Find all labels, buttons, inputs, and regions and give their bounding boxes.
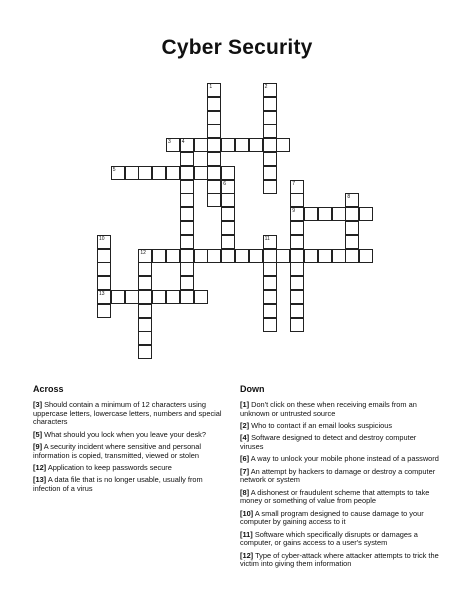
grid-cell[interactable] (152, 290, 166, 304)
grid-cell[interactable] (263, 124, 277, 138)
clue-down-6: [6] A way to unlock your mobile phone instead of a password (240, 454, 439, 464)
grid-cell[interactable] (290, 235, 304, 249)
grid-cell[interactable] (263, 235, 277, 249)
grid-cell[interactable] (290, 249, 304, 263)
across-clues (33, 401, 223, 497)
grid-cell[interactable] (263, 152, 277, 166)
grid-cell[interactable] (194, 166, 208, 180)
grid-cell[interactable] (166, 290, 180, 304)
grid-cell[interactable] (263, 97, 277, 111)
cell-number: 13 (99, 291, 105, 297)
grid-cell[interactable] (276, 138, 290, 152)
grid-cell[interactable] (249, 249, 263, 263)
grid-cell[interactable] (97, 262, 111, 276)
grid-cell[interactable] (304, 249, 318, 263)
grid-cell[interactable] (290, 304, 304, 318)
grid-cell[interactable] (97, 290, 111, 304)
grid-cell[interactable] (290, 276, 304, 290)
grid-cell[interactable] (221, 166, 235, 180)
grid-cell[interactable] (152, 249, 166, 263)
grid-cell[interactable] (111, 166, 125, 180)
grid-cell[interactable] (97, 276, 111, 290)
grid-cell[interactable] (180, 290, 194, 304)
grid-cell[interactable] (221, 249, 235, 263)
clue-down-7: [7] An attempt by hackers to damage or destroy a computer network or system (240, 466, 436, 485)
cell-number: 3 (168, 139, 171, 146)
grid-cell[interactable] (263, 276, 277, 290)
clue-down-10: [10] A small program designed to cause damage to your computer by gaining access to it (240, 508, 424, 527)
cell-number: 1 (209, 84, 213, 90)
grid-cell[interactable] (290, 262, 304, 276)
grid-cell[interactable] (138, 249, 152, 263)
cell-number: 7 (292, 180, 295, 187)
grid-cell[interactable] (125, 166, 139, 180)
grid-cell[interactable] (180, 276, 194, 290)
grid-cell[interactable] (345, 249, 359, 263)
grid-cell[interactable] (166, 249, 180, 263)
grid-cell[interactable] (180, 152, 194, 166)
grid-cell[interactable] (207, 180, 221, 194)
grid-cell[interactable] (180, 207, 194, 221)
grid-cell[interactable] (263, 83, 277, 97)
grid-cell[interactable] (263, 304, 277, 318)
grid-cell[interactable] (345, 207, 359, 221)
grid-cell[interactable] (221, 180, 235, 194)
grid-cell[interactable] (207, 83, 221, 97)
clue-across-13: [13] A data file that is no longer usable, usually from infection of a virus (33, 475, 203, 493)
grid-cell[interactable] (180, 180, 194, 194)
grid-cell[interactable] (263, 180, 277, 194)
grid-cell[interactable] (221, 235, 235, 249)
grid-cell[interactable] (235, 249, 249, 263)
grid-cell[interactable] (180, 138, 194, 152)
grid-cell[interactable] (180, 235, 194, 249)
grid-cell[interactable] (276, 249, 290, 263)
grid-cell[interactable] (332, 207, 346, 221)
grid-cell[interactable] (290, 180, 304, 194)
grid-cell[interactable] (97, 235, 111, 249)
clue-down-1: [1] Don't click on these when receiving emails from an unknown or untrusted source (240, 400, 417, 418)
grid-cell[interactable] (290, 207, 304, 221)
grid-cell[interactable] (304, 207, 318, 221)
down-header: Down (240, 384, 265, 394)
grid-cell[interactable] (235, 138, 249, 152)
clue-down-4: [4] Software designed to detect and destroy computer viruses (240, 433, 417, 451)
grid-cell[interactable] (194, 290, 208, 304)
cell-number: 12 (140, 249, 146, 256)
grid-cell[interactable] (332, 249, 346, 263)
grid-cell[interactable] (263, 249, 277, 263)
grid-cell[interactable] (359, 207, 373, 221)
grid-cell[interactable] (207, 193, 221, 207)
across-header: Across (33, 384, 64, 394)
grid-cell[interactable] (180, 221, 194, 235)
clue-across-12: [12] Application to keep passwords secure (33, 462, 172, 472)
grid-cell[interactable] (207, 138, 221, 152)
down-clues (240, 401, 440, 573)
grid-cell[interactable] (194, 138, 208, 152)
cell-number: 10 (99, 235, 105, 242)
grid-cell[interactable] (221, 138, 235, 152)
grid-cell[interactable] (345, 221, 359, 235)
grid-cell[interactable] (166, 138, 180, 152)
grid-cell[interactable] (263, 111, 277, 125)
grid-cell[interactable] (180, 166, 194, 180)
clue-down-12: [12] Type of cyber-attack where attacker attempts to trick the victim into giving them information (240, 550, 439, 569)
cell-number: 6 (223, 180, 226, 187)
cell-number: 2 (264, 84, 268, 90)
grid-cell[interactable] (180, 193, 194, 207)
clue-across-9: [9] A security incident where sensitive and personal information is copied, transmitted, viewed or stolen (33, 441, 202, 460)
grid-cell[interactable] (97, 304, 111, 318)
grid-cell[interactable] (263, 138, 277, 152)
grid-cell[interactable] (180, 249, 194, 263)
grid-cell[interactable] (138, 304, 152, 318)
grid-cell[interactable] (138, 318, 152, 332)
grid-cell[interactable] (207, 249, 221, 263)
cell-number: 11 (264, 235, 270, 242)
grid-cell[interactable] (263, 262, 277, 276)
grid-cell[interactable] (138, 290, 152, 304)
cell-number: 5 (112, 166, 116, 173)
grid-cell[interactable] (138, 276, 152, 290)
clue-down-8: [8] A dishonest or fraudulent scheme that attempts to take money or something of value from people (240, 487, 430, 506)
clue-across-3: [3] Should contain a minimum of 12 characters using uppercase letters, lowercase letters, numbers and special characters (33, 400, 222, 427)
grid-cell[interactable] (221, 193, 235, 207)
grid-cell[interactable] (359, 249, 373, 263)
grid-cell[interactable] (138, 345, 152, 359)
grid-cell[interactable] (290, 193, 304, 207)
grid-cell[interactable] (207, 124, 221, 138)
grid-cell[interactable] (263, 290, 277, 304)
grid-cell[interactable] (263, 166, 277, 180)
grid-cell[interactable] (194, 249, 208, 263)
grid-cell[interactable] (290, 221, 304, 235)
grid-cell[interactable] (318, 249, 332, 263)
clue-across-5: [5] What should you lock when you leave your desk? (33, 429, 206, 439)
grid-cell[interactable] (221, 221, 235, 235)
grid-cell[interactable] (180, 262, 194, 276)
grid-cell[interactable] (290, 290, 304, 304)
grid-cell[interactable] (318, 207, 332, 221)
grid-cell[interactable] (345, 235, 359, 249)
grid-cell[interactable] (138, 166, 152, 180)
grid-cell[interactable] (138, 262, 152, 276)
grid-cell[interactable] (207, 97, 221, 111)
cell-number: 9 (292, 208, 295, 215)
grid-cell[interactable] (345, 193, 359, 207)
grid-cell[interactable] (166, 166, 180, 180)
puzzle-title: Cyber Security (161, 36, 313, 59)
cell-number: 8 (347, 194, 351, 201)
grid-cell[interactable] (290, 318, 304, 332)
grid-cell[interactable] (138, 331, 152, 345)
cell-number: 4 (181, 139, 185, 146)
clue-down-11: [11] Software which specifically disrupts or damages a computer, or gains access to a user's system (240, 529, 418, 548)
clue-down-2: [2] Who to contact if an email looks suspicious (240, 420, 393, 430)
grid-cell[interactable] (207, 152, 221, 166)
grid-cell[interactable] (207, 111, 221, 125)
grid-cell[interactable] (152, 166, 166, 180)
grid-cell[interactable] (97, 249, 111, 263)
grid-cell[interactable] (221, 207, 235, 221)
grid-cell[interactable] (125, 290, 139, 304)
grid-cell[interactable] (263, 318, 277, 332)
grid-cell[interactable] (249, 138, 263, 152)
grid-cell[interactable] (207, 166, 221, 180)
grid-cell[interactable] (111, 290, 125, 304)
